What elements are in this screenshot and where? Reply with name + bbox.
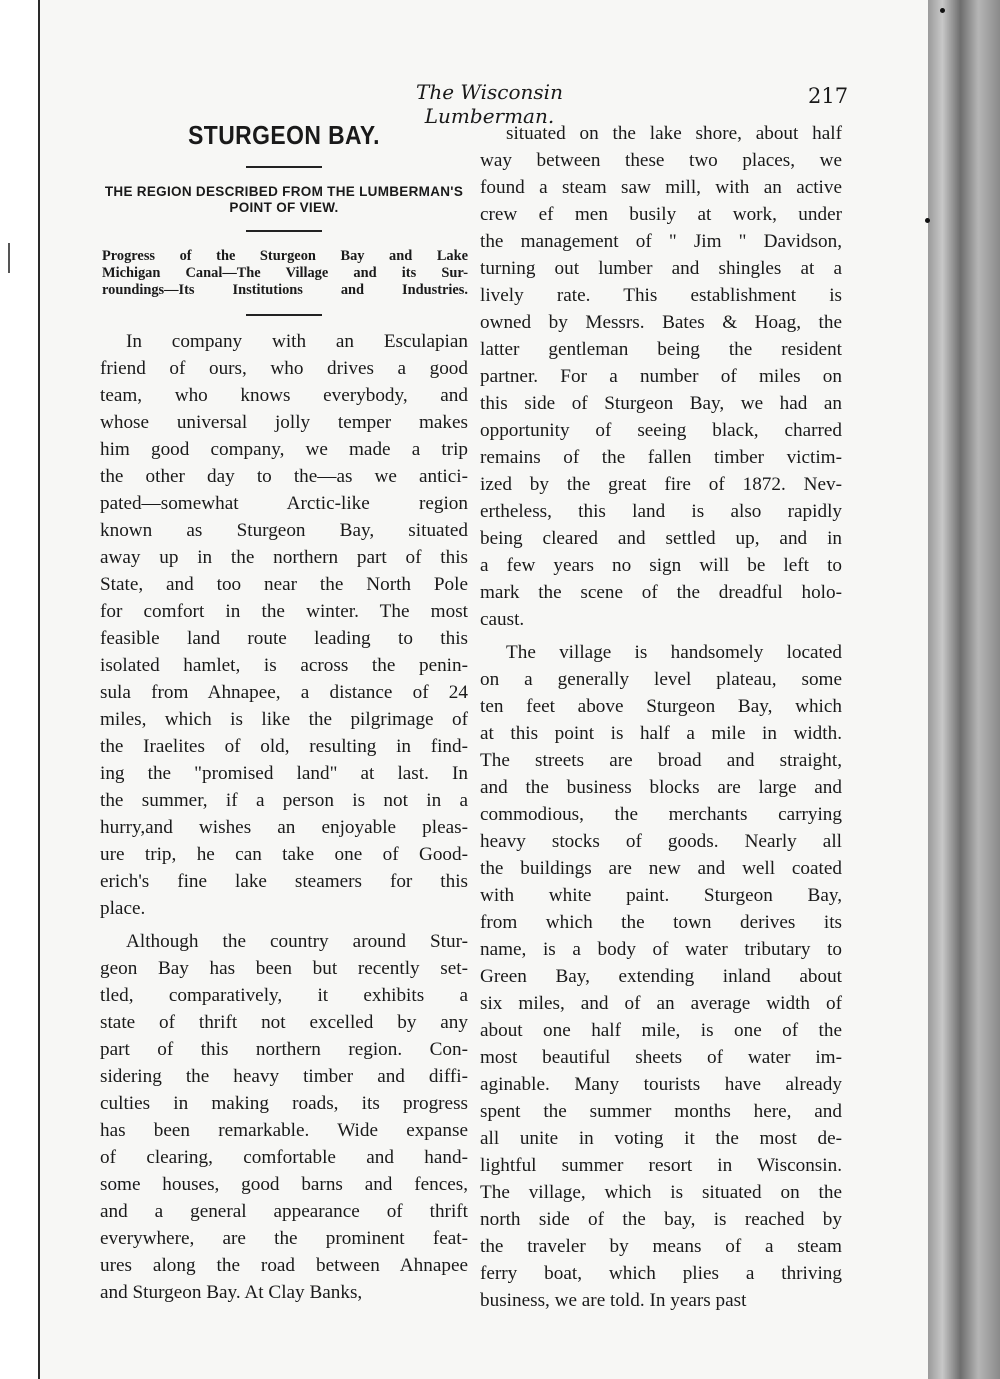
page-number: 217: [808, 84, 849, 108]
text-line: north side of the bay, is reached by: [480, 1209, 842, 1230]
article-headline: STURGEON BAY.: [188, 120, 380, 150]
article-subheadline: [100, 184, 468, 216]
text-line: most beautiful sheets of water im-: [480, 1047, 842, 1068]
text-line: pated—somewhat Arctic-like region: [100, 493, 468, 514]
divider-rule: [246, 166, 322, 168]
text-line: sidering the heavy timber and diffi-: [100, 1066, 468, 1087]
text-line: about one half mile, is one of the: [480, 1020, 842, 1041]
text-line: away up in the northern part of this: [100, 547, 468, 568]
text-line: Although the country around Stur-: [126, 931, 468, 952]
text-line: State, and too near the North Pole: [100, 574, 468, 595]
running-title: The Wisconsin Lumberman.: [416, 80, 563, 128]
text-line: part of this northern region. Con-: [100, 1039, 468, 1060]
text-line: opportunity of seeing black, charred: [480, 420, 842, 441]
text-line: and the business blocks are large and: [480, 777, 842, 798]
text-line: known as Sturgeon Bay, situated: [100, 520, 468, 541]
text-line: state of thrift not excelled by any: [100, 1012, 468, 1033]
text-line: Green Bay, extending inland about: [480, 966, 842, 987]
text-line: all unite in voting it the most de-: [480, 1128, 842, 1149]
text-line: lightful summer resort in Wisconsin.: [480, 1155, 842, 1176]
text-line: In company with an Esculapian: [126, 331, 468, 352]
text-line: everywhere, are the prominent feat-: [100, 1228, 468, 1249]
text-line: on a generally level plateau, some: [480, 669, 842, 690]
text-line: latter gentleman being the resident: [480, 339, 842, 360]
deck-line: Progress of the Sturgeon Bay and Lake: [102, 248, 468, 264]
text-line: The streets are broad and straight,: [480, 750, 842, 771]
scan-margin-mark: [8, 243, 10, 273]
text-line: has been remarkable. Wide expanse: [100, 1120, 468, 1141]
text-line: some houses, good barns and fences,: [100, 1174, 468, 1195]
text-line: partner. For a number of miles on: [480, 366, 842, 387]
text-line: mark the scene of the dreadful holo-: [480, 582, 842, 603]
text-line: ing the "promised land" at last. In: [100, 763, 468, 784]
text-line: isolated hamlet, is across the penin-: [100, 655, 468, 676]
text-line: friend of ours, who drives a good: [100, 358, 468, 379]
text-line: The village, which is situated on the: [480, 1182, 842, 1203]
text-line: place.: [100, 898, 146, 919]
text-line: name, is a body of water tributary to: [480, 939, 842, 960]
text-line: hurry,and wishes an enjoyable pleas-: [100, 817, 468, 838]
text-line: ure trip, he can take one of Good-: [100, 844, 468, 865]
text-line: the management of " Jim " Davidson,: [480, 231, 842, 252]
paragraph: [480, 639, 842, 1314]
binding-speck: [940, 8, 945, 13]
text-line: remains of the fallen timber victim-: [480, 447, 842, 468]
text-line: and Sturgeon Bay. At Clay Banks,: [100, 1282, 363, 1303]
left-column: [100, 120, 468, 1306]
text-line: ized by the great fire of 1872. Nev-: [480, 474, 842, 495]
text-line: ferry boat, which plies a thriving: [480, 1263, 842, 1284]
text-line: being cleared and settled up, and in: [480, 528, 842, 549]
left-body: [100, 328, 468, 1306]
text-line: geon Bay has been but recently set-: [100, 958, 468, 979]
deck-line: roundings—Its Institutions and Industries.: [102, 282, 468, 298]
text-line: tled, comparatively, it exhibits a: [100, 985, 468, 1006]
article-deck: [100, 248, 468, 299]
text-line: way between these two places, we: [480, 150, 842, 171]
text-line: the traveler by means of a steam: [480, 1236, 842, 1257]
text-line: the buildings are new and well coated: [480, 858, 842, 879]
text-line: of clearing, comfortable and hand-: [100, 1147, 468, 1168]
text-line: found a steam saw mill, with an active: [480, 177, 842, 198]
text-line: owned by Messrs. Bates & Hoag, the: [480, 312, 842, 333]
text-line: six miles, and of an average width of: [480, 993, 842, 1014]
subheadline-line: THE REGION DESCRIBED FROM THE LUMBERMAN'S: [104, 184, 464, 199]
paragraph: [100, 328, 468, 922]
text-line: him good company, we made a trip: [100, 439, 468, 460]
text-line: crew ef men busily at work, under: [480, 204, 842, 225]
text-line: caust.: [480, 609, 525, 630]
text-line: turning out lumber and shingles at a: [480, 258, 842, 279]
text-line: the summer, if a person is not in a: [100, 790, 468, 811]
text-line: The village is handsomely located: [506, 642, 842, 663]
text-line: team, who knows everybody, and: [100, 385, 468, 406]
text-line: from which the town derives its: [480, 912, 842, 933]
text-line: the other day to the—as we antici-: [100, 466, 468, 487]
right-column: [480, 120, 842, 1314]
text-line: for comfort in the winter. The most: [100, 601, 468, 622]
text-line: whose universal jolly temper makes: [100, 412, 468, 433]
text-line: erich's fine lake steamers for this: [100, 871, 468, 892]
text-line: spent the summer months here, and: [480, 1101, 842, 1122]
text-line: ertheless, this land is also rapidly: [480, 501, 842, 522]
binding-speck: [925, 218, 930, 223]
text-line: and a general appearance of thrift: [100, 1201, 468, 1222]
divider-rule: [246, 314, 322, 316]
text-line: culties in making roads, its progress: [100, 1093, 468, 1114]
text-line: miles, which is like the pilgrimage of: [100, 709, 468, 730]
text-line: sula from Ahnapee, a distance of 24: [100, 682, 468, 703]
text-line: ten feet above Sturgeon Bay, which: [480, 696, 842, 717]
text-line: at this point is half a mile in width.: [480, 723, 842, 744]
text-line: business, we are told. In years past: [480, 1290, 747, 1311]
right-body: [480, 120, 842, 1314]
book-binding-edge: [928, 0, 1000, 1379]
text-line: with white paint. Sturgeon Bay,: [480, 885, 842, 906]
text-line: lively rate. This establishment is: [480, 285, 842, 306]
text-line: a few years no sign will be left to: [480, 555, 842, 576]
paragraph: [100, 928, 468, 1306]
text-line: feasible land route leading to this: [100, 628, 468, 649]
text-line: commodious, the merchants carrying: [480, 804, 842, 825]
text-line: the Iraelites of old, resulting in find-: [100, 736, 468, 757]
subheadline-line: POINT OF VIEW.: [229, 200, 339, 215]
text-line: aginable. Many tourists have already: [480, 1074, 842, 1095]
text-line: ures along the road between Ahnapee: [100, 1255, 468, 1276]
paragraph: [480, 120, 842, 633]
deck-line: Michigan Canal—The Village and its Sur-: [102, 265, 468, 281]
text-line: situated on the lake shore, about half: [506, 123, 842, 144]
text-line: this side of Sturgeon Bay, we had an: [480, 393, 842, 414]
divider-rule: [246, 230, 322, 232]
text-line: heavy stocks of goods. Nearly all: [480, 831, 842, 852]
